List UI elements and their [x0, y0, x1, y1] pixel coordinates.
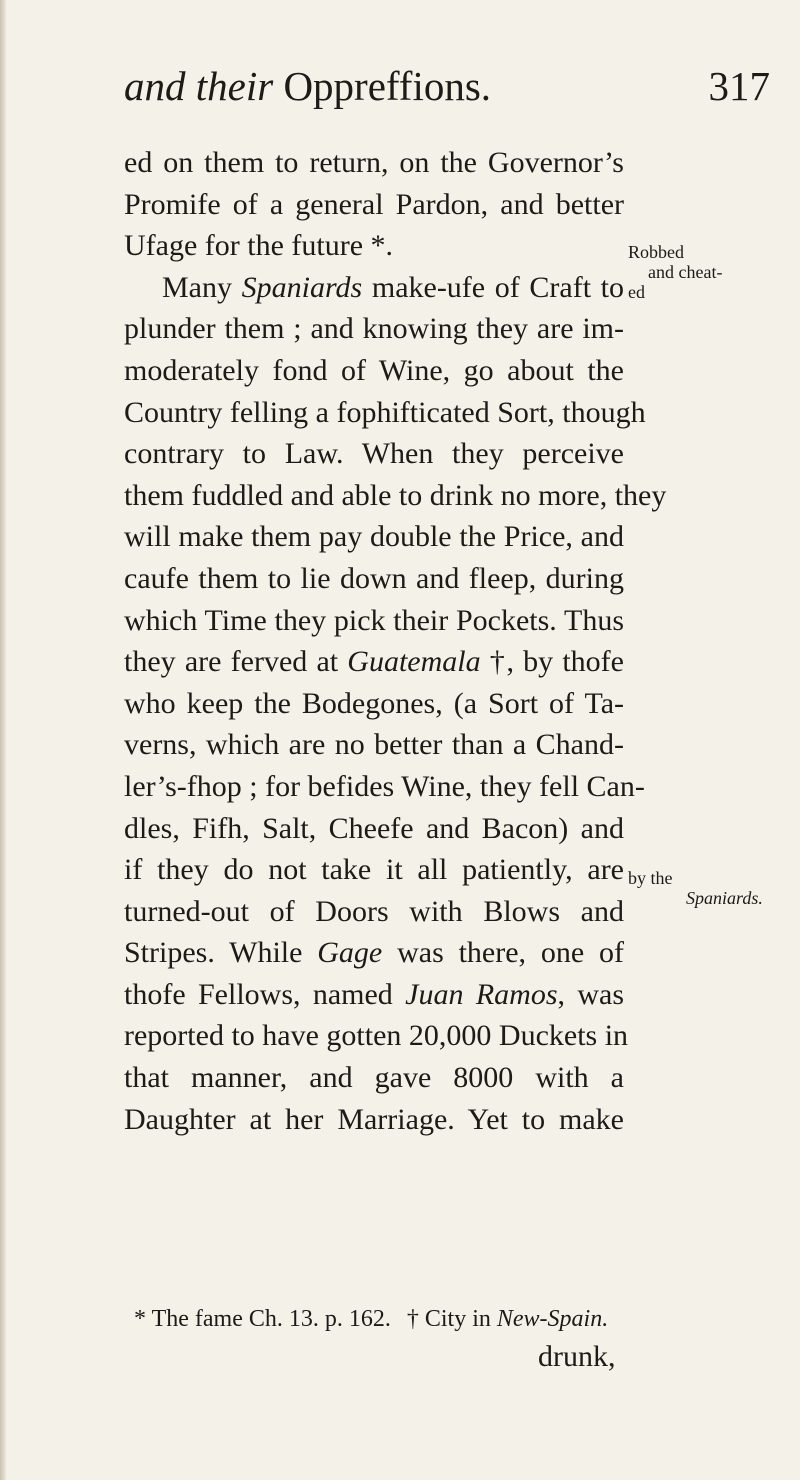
text-line: they are ferved at Guatemala †, by thofe — [124, 645, 624, 679]
text-line: caufe them to lie down and fleep, during — [124, 561, 624, 595]
marginal-note-line: Spaniards. — [686, 888, 763, 908]
text-line: moderately fond of Wine, go about the — [124, 353, 624, 387]
footnote-1: * The fame Ch. 13. p. 162. — [134, 1306, 391, 1332]
page-number: 317 — [708, 63, 770, 109]
text-line: them fuddled and able to drink no more, they — [124, 478, 667, 512]
footnote-2-italic: New-Spain. — [496, 1306, 609, 1332]
italic-term: Guatemala — [347, 645, 481, 679]
running-header — [124, 62, 770, 132]
text-line: reported to have gotten 20,000 Duckets in — [124, 1019, 629, 1053]
text-line: will make them pay double the Price, and — [124, 520, 624, 554]
text-line: which Time they pick their Pockets. Thus — [124, 603, 624, 637]
footnotes — [134, 1306, 608, 1333]
text-line: Ufage for the future *. — [124, 229, 394, 263]
marginal-note-line: Robbed — [628, 242, 684, 262]
italic-term: Gage — [317, 936, 383, 970]
footnote-2-prefix: † City in — [406, 1306, 491, 1332]
text-line: ed on them to return, on the Governor’s — [124, 146, 624, 179]
italic-term: Spaniards — [241, 270, 363, 304]
text-line: Promife of a general Pardon, and better — [124, 187, 624, 221]
text-line: thofe Fellows, named Juan Ramos, was — [124, 977, 625, 1011]
footnote-2 — [407, 1306, 608, 1332]
text-line: contrary to Law. When they perceive — [124, 437, 624, 471]
marginal-note-line: by the — [628, 868, 673, 888]
text-line: Daughter at her Marriage. Yet to make — [124, 1102, 624, 1136]
text-line: ler’s-fhop ; for befides Wine, they fell Can- — [124, 769, 645, 803]
text-line: dles, Fifh, Salt, Cheefe and Bacon) and — [124, 811, 624, 845]
text-line: that manner, and gave 8000 with a — [124, 1061, 624, 1095]
marginal-note-line: ed — [628, 282, 645, 302]
marginal-note-robbed — [628, 242, 788, 302]
text-line: Country felling a fophifticated Sort, though — [124, 395, 646, 429]
text-line: Many Spaniards make-ufe of Craft to — [162, 270, 624, 304]
marginal-note-spaniards — [628, 868, 788, 908]
text-line: plunder them ; and knowing they are im- — [124, 312, 624, 346]
marginal-note-line: and cheat- — [648, 262, 723, 282]
text-line: who keep the Bodegones, (a Sort of Ta- — [124, 686, 624, 720]
running-title-roman: Oppreffions. — [283, 63, 492, 109]
running-title-italic: and their — [124, 63, 274, 109]
catchword: drunk, — [538, 1340, 616, 1373]
text-line: verns, which are no better than a Chand- — [124, 728, 624, 762]
text-line: turned-out of Doors with Blows and — [124, 894, 624, 928]
text-line: if they do not take it all patiently, are — [124, 853, 624, 887]
text-line: Stripes. While Gage was there, one of — [124, 936, 625, 970]
running-title — [124, 62, 491, 110]
italic-term: Juan Ramos — [405, 977, 558, 1011]
